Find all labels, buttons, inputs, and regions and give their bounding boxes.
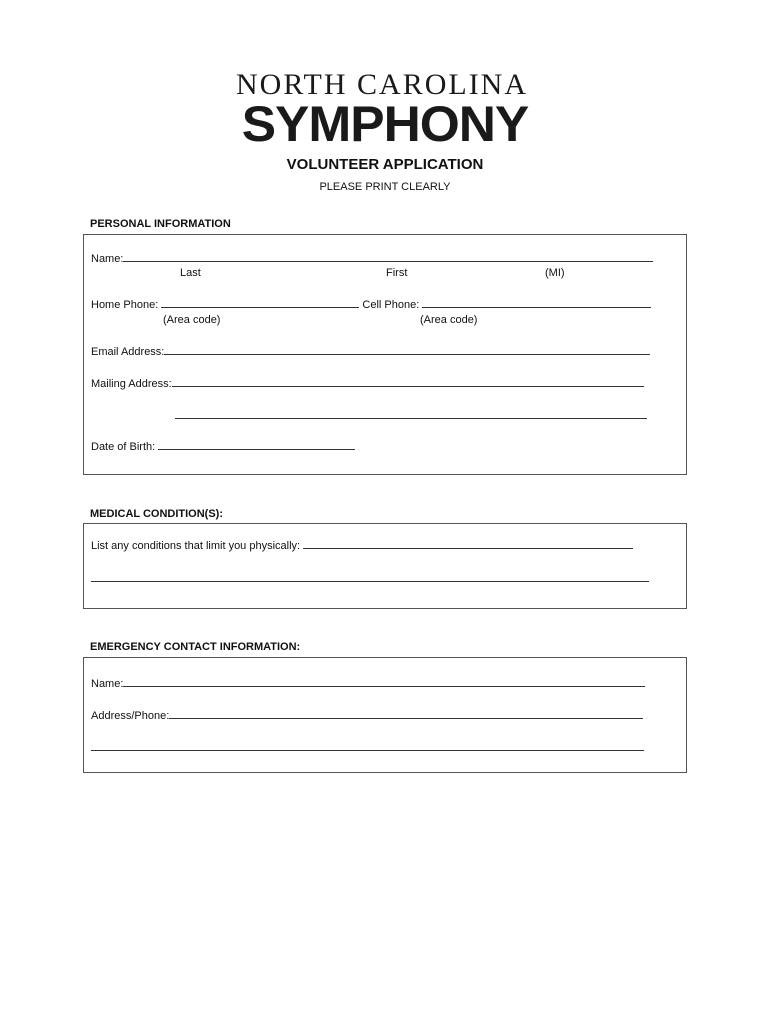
medical-box	[83, 523, 687, 609]
symphony-logo	[0, 68, 770, 152]
conditions-row	[91, 539, 633, 552]
home-phone-label: Home Phone:	[91, 299, 159, 311]
mailing-address-field-2[interactable]	[175, 409, 647, 419]
personal-info-heading: PERSONAL INFORMATION	[90, 218, 231, 230]
conditions-row-2	[91, 572, 649, 585]
emergency-name-label: Name:	[91, 678, 124, 690]
email-row	[91, 345, 650, 358]
email-label: Email Address:	[91, 346, 165, 358]
first-name-caption: First	[386, 267, 408, 279]
conditions-field[interactable]	[303, 539, 633, 549]
name-label: Name:	[91, 253, 124, 265]
page-title: VOLUNTEER APPLICATION	[286, 156, 484, 173]
email-field[interactable]	[164, 345, 650, 355]
emergency-address-label: Address/Phone:	[91, 710, 170, 722]
emergency-address-row-2	[91, 741, 644, 754]
conditions-field-2[interactable]	[91, 572, 649, 582]
logo-line-symphony: SYMPHONY	[241, 96, 529, 152]
emergency-address-field-2[interactable]	[91, 741, 644, 751]
last-name-caption: Last	[180, 267, 201, 279]
emergency-address-row	[91, 709, 643, 722]
name-row	[91, 252, 653, 265]
dob-field[interactable]	[158, 440, 355, 450]
home-phone-field[interactable]	[161, 298, 359, 308]
mailing-address-field[interactable]	[172, 377, 644, 387]
home-area-code-caption: (Area code)	[163, 314, 221, 326]
dob-row	[91, 440, 355, 453]
mailing-row	[91, 377, 644, 390]
middle-initial-caption: (MI)	[545, 267, 565, 279]
emergency-name-field[interactable]	[123, 677, 645, 687]
logo-line-north-carolina: NORTH CAROLINA	[235, 68, 529, 101]
cell-phone-field[interactable]	[422, 298, 651, 308]
dob-label: Date of Birth:	[91, 441, 156, 453]
medical-heading: MEDICAL CONDITION(S):	[90, 508, 224, 520]
cell-phone-label: Cell Phone:	[362, 299, 420, 311]
emergency-heading: EMERGENCY CONTACT INFORMATION:	[90, 641, 301, 653]
name-field[interactable]	[123, 252, 653, 262]
emergency-name-row	[91, 677, 645, 690]
emergency-box	[83, 657, 687, 773]
page-subtitle: PLEASE PRINT CLEARLY	[319, 181, 451, 193]
conditions-label: List any conditions that limit you physically:	[91, 540, 301, 552]
mailing-address-label: Mailing Address:	[91, 378, 172, 390]
phone-row	[91, 298, 651, 311]
mailing-row-2	[175, 409, 647, 422]
cell-area-code-caption: (Area code)	[420, 314, 478, 326]
personal-info-box	[83, 234, 687, 475]
emergency-address-field[interactable]	[169, 709, 643, 719]
